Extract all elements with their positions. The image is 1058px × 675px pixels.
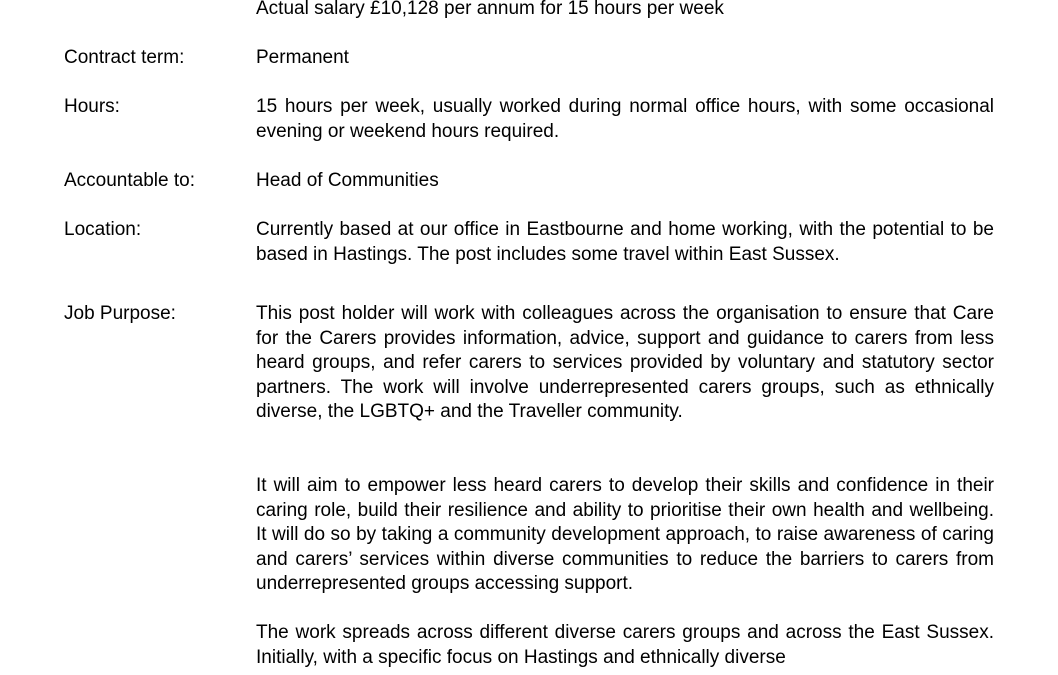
job-purpose-section-2 (256, 474, 994, 597)
job-purpose-section (256, 302, 994, 425)
job-purpose-paragraph-3: The work spreads across different diverse carers groups and across the East Sussex. Initially, with a specific focus on Hastings and ethnically diverse (256, 622, 994, 668)
job-purpose-paragraph-2: It will aim to empower less heard carers to develop their skills and confidence in their caring role, build their resilience and ability to prioritise their own health and wellbeing. It will do so by taking a community development approach, to raise awareness of caring and carers’ services within diverse communities to reduce the barriers to carers from underrepresented groups accessing support. (256, 475, 994, 594)
location-label: Location: (64, 219, 142, 240)
job-purpose-label: Job Purpose: (64, 303, 176, 324)
contract-term-value: Permanent (256, 47, 349, 68)
hours-value: 15 hours per week, usually worked during normal office hours, with some occasional evening or weekend hours required. (256, 96, 994, 142)
job-purpose-section-3 (256, 621, 994, 670)
salary-value: Actual salary £10,128 per annum for 15 hours per week (256, 0, 724, 19)
job-purpose-paragraph-1: This post holder will work with colleagues across the organisation to ensure that Care for the Carers provides information, advice, support and guidance to carers from less heard groups, and refer carers to services provided by voluntary and statutory sector partners. The work will involve underrepresented carers groups, such as ethnically diverse, the LGBTQ+ and the Traveller community. (256, 303, 994, 422)
accountable-to-label: Accountable to: (64, 170, 195, 191)
contract-term-label: Contract term: (64, 47, 185, 68)
hours-label: Hours: (64, 96, 120, 117)
location-value: Currently based at our office in Eastbourne and home working, with the potential to be based in Hastings. The post includes some travel within East Sussex. (256, 219, 994, 265)
accountable-to-value: Head of Communities (256, 170, 439, 191)
